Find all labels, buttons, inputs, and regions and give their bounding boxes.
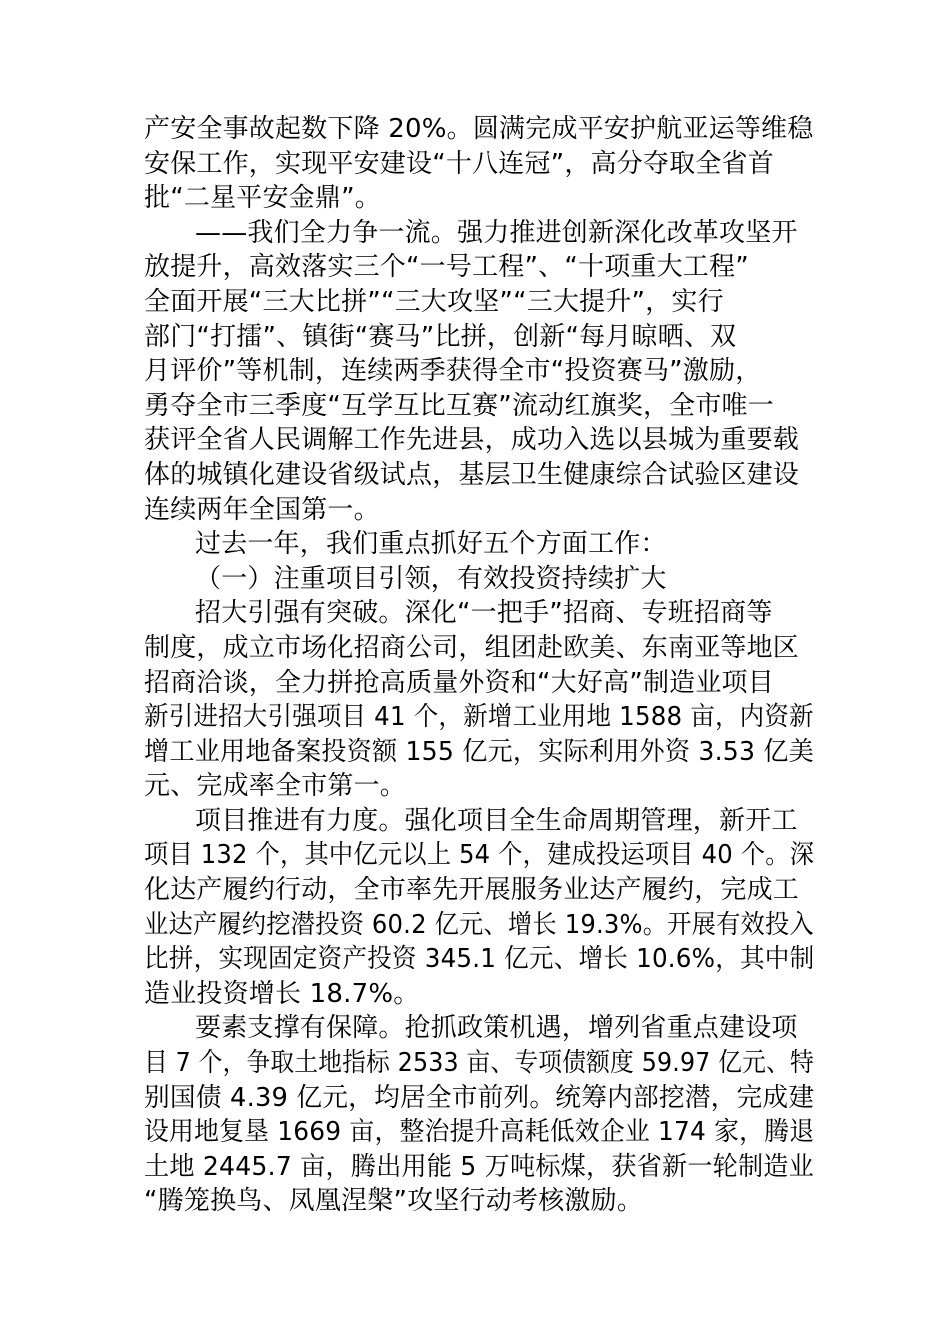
text-line: 增工业用地备案投资额 155 亿元，实际利用外资 3.53 亿美 [144, 736, 814, 767]
text-line: 项目推进有力度。强化项目全生命周期管理，新开工 [195, 805, 798, 836]
text-line: 产安全事故起数下降 20%。圆满完成平安护航亚运等维稳 [144, 114, 814, 144]
body-text [144, 112, 814, 1219]
text-line: “腾笼换鸟、凤凰涅槃”攻坚行动考核激励。 [144, 1186, 643, 1217]
text-line: 化达产履约行动，全市率先开展服务业达产履约，完成工 [144, 875, 800, 906]
text-line: 月评价”等机制，连续两季获得全市“投资赛马”激励， [144, 356, 762, 387]
text-line: 勇夺全市三季度“互学互比互赛”流动红旗奖，全市唯一 [144, 390, 774, 421]
text-line: 过去一年，我们重点抓好五个方面工作： [195, 529, 667, 560]
text-line: 安保工作，实现平安建设“十八连冠”，高分夺取全省首 [144, 148, 774, 179]
text-line: 业达产履约挖潜投资 60.2 亿元、增长 19.3%。开展有效投入 [144, 909, 814, 940]
text-line: 土地 2445.7 亩，腾出用能 5 万吨标煤，获省新一轮制造业 [144, 1151, 814, 1182]
text-line: （一）注重项目引领，有效投资持续扩大 [195, 563, 667, 594]
text-line: 全面开展“三大比拼”“三大攻坚”“三大提升”，实行 [144, 286, 724, 317]
text-line: 造业投资增长 18.7%。 [144, 978, 420, 1009]
text-line: 设用地复垦 1669 亩，整治提升高耗低效企业 174 家，腾退 [144, 1117, 815, 1148]
text-line: 体的城镇化建设省级试点，基层卫生健康综合试验区建设 [144, 459, 800, 490]
text-line: 别国债 4.39 亿元，均居全市前列。统筹内部挖潜，完成建 [144, 1082, 815, 1113]
text-line: 目 7 个，争取土地指标 2533 亩、专项债额度 59.97 亿元、特 [144, 1048, 814, 1079]
text-line: 新引进招大引强项目 41 个，新增工业用地 1588 亩，内资新 [144, 702, 814, 733]
text-line: 招商洽谈，全力拼抢高质量外资和“大好高”制造业项目 [144, 667, 774, 698]
text-line: 招大引强有突破。深化“一把手”招商、专班招商等 [195, 598, 773, 629]
text-line: 比拼，实现固定资产投资 345.1 亿元、增长 10.6%，其中制 [144, 944, 815, 975]
text-line: 制度，成立市场化招商公司，组团赴欧美、东南亚等地区 [144, 632, 800, 663]
text-line: 放提升，高效落实三个“一号工程”、“十项重大工程” [144, 252, 749, 283]
text-line: 获评全省人民调解工作先进县，成功入选以县城为重要载 [144, 425, 800, 456]
text-line: 元、完成率全市第一。 [144, 771, 407, 802]
text-line: 连续两年全国第一。 [144, 494, 380, 525]
text-line: 项目 132 个，其中亿元以上 54 个，建成投运项目 40 个。深 [144, 840, 815, 871]
text-line: 批“二星平安金鼎”。 [144, 183, 381, 214]
text-line: ——我们全力争一流。强力推进创新深化改革攻坚开 [195, 217, 798, 248]
text-line: 部门“打擂”、镇街“赛马”比拼，创新“每月晾晒、双 [144, 321, 737, 352]
text-line: 要素支撑有保障。抢抓政策机遇，增列省重点建设项 [195, 1013, 798, 1044]
